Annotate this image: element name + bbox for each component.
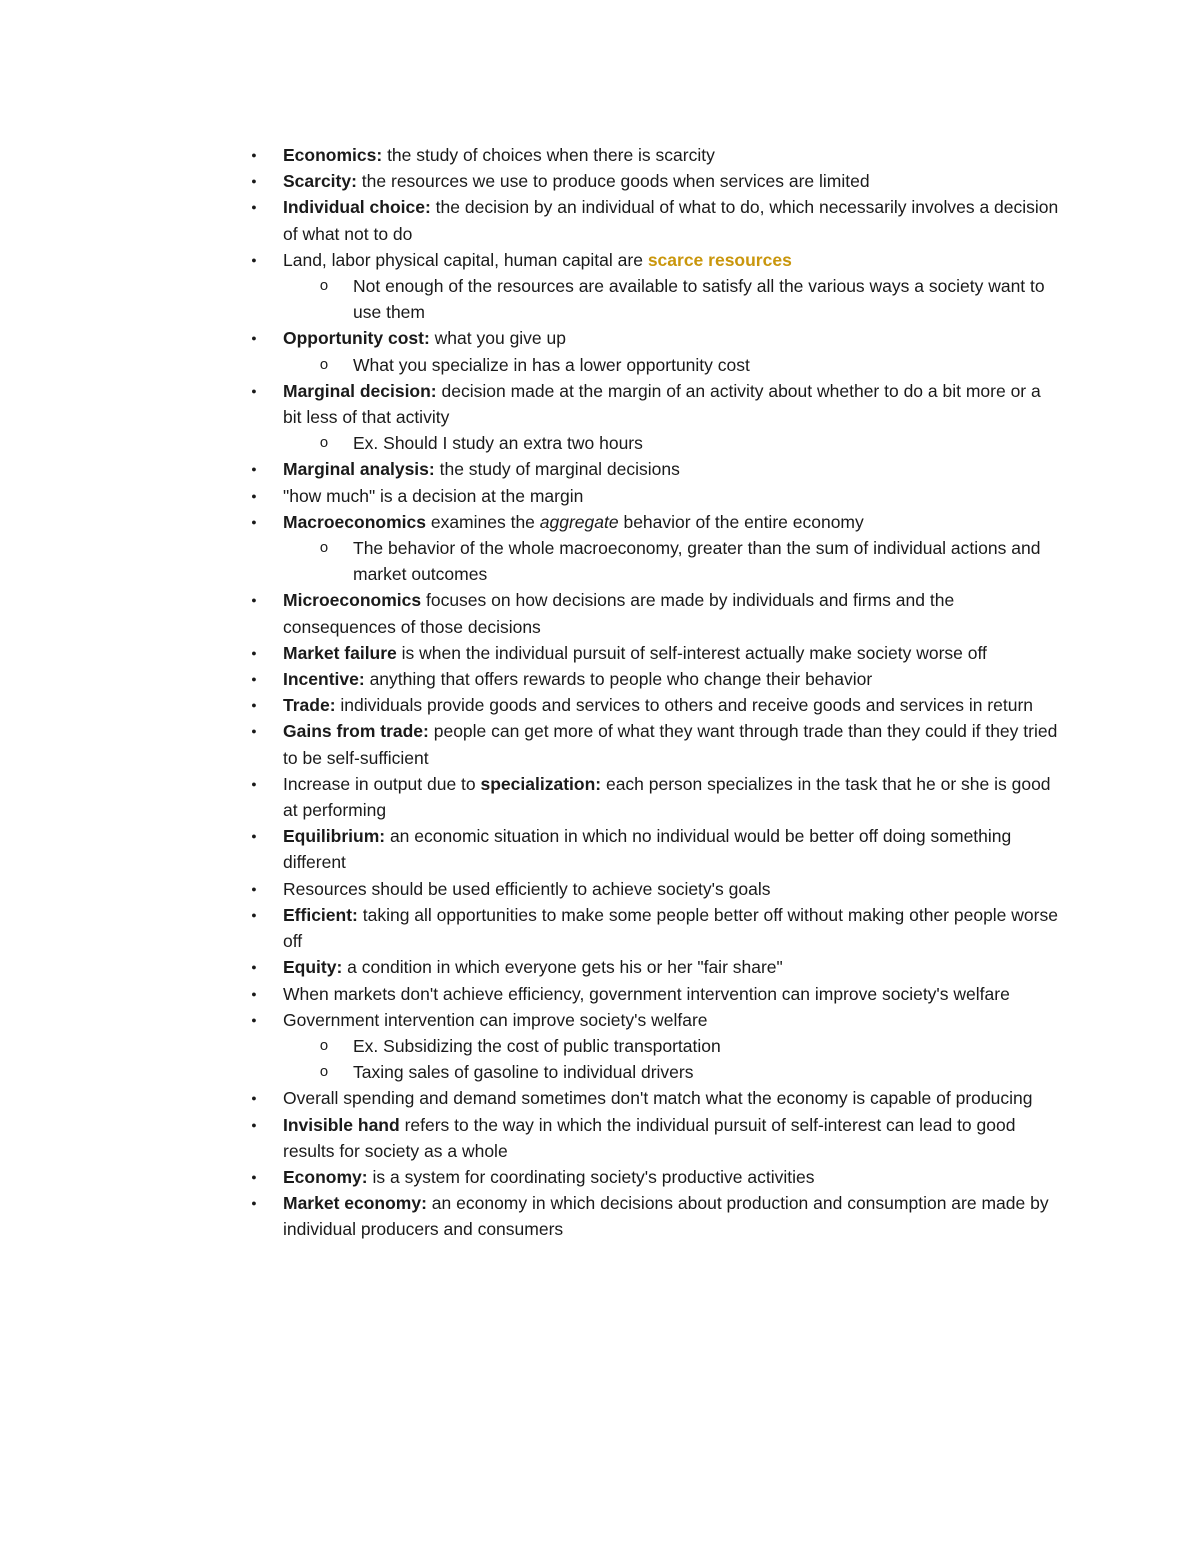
sub-list-item — [0, 1059, 1063, 1085]
item-text: each person specializes in the task that he or she is good at performing — [283, 773, 1051, 821]
disc-bullet-icon — [244, 954, 264, 982]
list-item — [0, 1112, 1063, 1164]
disc-bullet-icon — [244, 876, 264, 904]
list-item — [0, 142, 1063, 168]
disc-bullet-icon — [244, 666, 264, 694]
term-label: Economics: — [283, 145, 383, 165]
item-text: decision made at the margin of an activity about whether to do a bit more or a bit less of that activity — [283, 380, 1041, 428]
emphasis-text: aggregate — [539, 511, 619, 532]
item-text: what you give up — [429, 328, 566, 349]
item-text: Government intervention can improve society's welfare — [283, 1009, 708, 1030]
list-item — [0, 509, 1063, 535]
circle-bullet-icon — [314, 535, 334, 562]
sub-list-item — [0, 273, 1063, 325]
term-label: Marginal decision: — [283, 380, 437, 401]
term-label: Incentive: — [283, 669, 365, 690]
disc-bullet-icon — [244, 194, 264, 222]
item-text: behavior of the entire economy — [618, 511, 864, 532]
sub-list-item — [0, 352, 1063, 378]
term-label: Efficient: — [283, 904, 358, 925]
term-label: specialization: — [480, 773, 602, 794]
item-text: The behavior of the whole macroeconomy, greater than the sum of individual actions and market outcomes — [353, 538, 1041, 585]
item-text: the resources we use to produce goods when services are limited — [356, 171, 870, 192]
disc-bullet-icon — [244, 1190, 264, 1218]
disc-bullet-icon — [244, 247, 264, 275]
disc-bullet-icon — [244, 692, 264, 720]
list-item — [0, 194, 1063, 246]
circle-bullet-icon — [314, 1033, 334, 1060]
circle-bullet-icon — [314, 1059, 334, 1086]
term-label: Scarcity: — [283, 171, 357, 192]
list-item — [0, 1164, 1063, 1190]
item-text: is when the individual pursuit of self-interest actually make society worse off — [396, 642, 987, 663]
list-item — [0, 640, 1063, 666]
list-item — [0, 325, 1063, 351]
disc-bullet-icon — [244, 1085, 264, 1113]
list-item — [0, 1190, 1063, 1242]
list-item — [0, 247, 1063, 273]
list-item — [0, 168, 1063, 194]
item-text: people can get more of what they want through trade than they could if they tried to be self-sufficient — [283, 721, 1058, 768]
disc-bullet-icon — [244, 718, 264, 746]
term-label: Marginal analysis: — [283, 459, 435, 480]
item-text: a condition in which everyone gets his or her "fair share" — [342, 957, 783, 978]
term-label: Market economy: — [283, 1193, 427, 1214]
circle-bullet-icon — [314, 430, 334, 457]
sub-list-item — [0, 535, 1063, 587]
disc-bullet-icon — [244, 378, 264, 406]
list-item — [0, 876, 1063, 902]
list-item — [0, 483, 1063, 509]
highlighted-term: scarce resources — [647, 249, 792, 270]
item-text: the decision by an individual of what to do, which necessarily involves a decision of what not to do — [283, 197, 1059, 244]
item-text: When markets don't achieve efficiency, government intervention can improve society's welfare — [283, 983, 1010, 1004]
circle-bullet-icon — [314, 352, 334, 379]
list-item — [0, 954, 1063, 980]
circle-bullet-icon — [314, 273, 334, 300]
disc-bullet-icon — [244, 902, 264, 930]
item-text: Resources should be used efficiently to achieve society's goals — [283, 878, 771, 899]
item-text: What you specialize in has a lower opportunity cost — [353, 354, 750, 375]
term-label: Gains from trade: — [283, 721, 429, 742]
item-text: Taxing sales of gasoline to individual drivers — [353, 1062, 694, 1083]
sub-list-item — [0, 430, 1063, 456]
list-item — [0, 981, 1063, 1007]
item-text: anything that offers rewards to people who change their behavior — [364, 669, 873, 690]
list-item — [0, 718, 1063, 770]
disc-bullet-icon — [244, 640, 264, 668]
disc-bullet-icon — [244, 823, 264, 851]
term-label: Market failure — [283, 642, 397, 663]
item-text: the study of choices when there is scarcity — [382, 145, 715, 165]
item-text: individuals provide goods and services to others and receive goods and services in return — [335, 695, 1034, 716]
item-text: "how much" is a decision at the margin — [283, 485, 584, 506]
item-text: focuses on how decisions are made by individuals and firms and the consequences of those decisions — [283, 590, 955, 637]
disc-bullet-icon — [244, 1164, 264, 1192]
term-label: Trade: — [283, 695, 336, 716]
item-text: refers to the way in which the individual pursuit of self-interest can lead to good results for society as a whole — [283, 1114, 1016, 1161]
term-label: Equilibrium: — [283, 826, 386, 847]
disc-bullet-icon — [244, 587, 264, 615]
list-item — [0, 456, 1063, 482]
list-item — [0, 902, 1063, 954]
item-text: Increase in output due to — [283, 773, 481, 794]
term-label: Economy: — [283, 1166, 368, 1187]
item-text: Overall spending and demand sometimes don't match what the economy is capable of producing — [283, 1088, 1033, 1109]
disc-bullet-icon — [244, 325, 264, 353]
item-text: the study of marginal decisions — [434, 459, 680, 480]
list-item — [0, 666, 1063, 692]
item-text: is a system for coordinating society's productive activities — [367, 1166, 815, 1187]
item-text: an economic situation in which no individual would be better off doing something different — [283, 826, 1012, 873]
term-label: Equity: — [283, 957, 343, 978]
list-item — [0, 1007, 1063, 1033]
list-item — [0, 692, 1063, 718]
list-item — [0, 587, 1063, 639]
disc-bullet-icon — [244, 456, 264, 484]
item-text: Ex. Subsidizing the cost of public transportation — [353, 1035, 721, 1056]
item-text: taking all opportunities to make some people better off without making other people worse off — [283, 904, 1058, 952]
term-label: Microeconomics — [283, 590, 422, 611]
item-text: Not enough of the resources are available to satisfy all the various ways a society want to use them — [353, 276, 1045, 323]
disc-bullet-icon — [244, 509, 264, 537]
disc-bullet-icon — [244, 168, 264, 196]
list-item — [0, 1085, 1063, 1111]
term-label: Opportunity cost: — [283, 328, 430, 349]
list-item — [0, 378, 1063, 430]
term-label: Macroeconomics — [283, 511, 426, 532]
term-label: Invisible hand — [283, 1114, 400, 1135]
disc-bullet-icon — [244, 1007, 264, 1035]
item-text: an economy in which decisions about production and consumption are made by individual producers and consumers — [283, 1193, 1049, 1240]
item-text: Land, labor physical capital, human capital are — [283, 249, 648, 270]
disc-bullet-icon — [244, 981, 264, 1009]
disc-bullet-icon — [244, 483, 264, 511]
list-item — [0, 771, 1063, 823]
disc-bullet-icon — [244, 1112, 264, 1140]
list-item — [0, 823, 1063, 875]
term-label: Individual choice: — [283, 197, 431, 218]
disc-bullet-icon — [244, 142, 264, 170]
item-text: examines the — [425, 511, 540, 532]
disc-bullet-icon — [244, 771, 264, 799]
notes-list — [0, 142, 1200, 1243]
item-text: Ex. Should I study an extra two hours — [353, 433, 643, 454]
sub-list-item — [0, 1033, 1063, 1059]
